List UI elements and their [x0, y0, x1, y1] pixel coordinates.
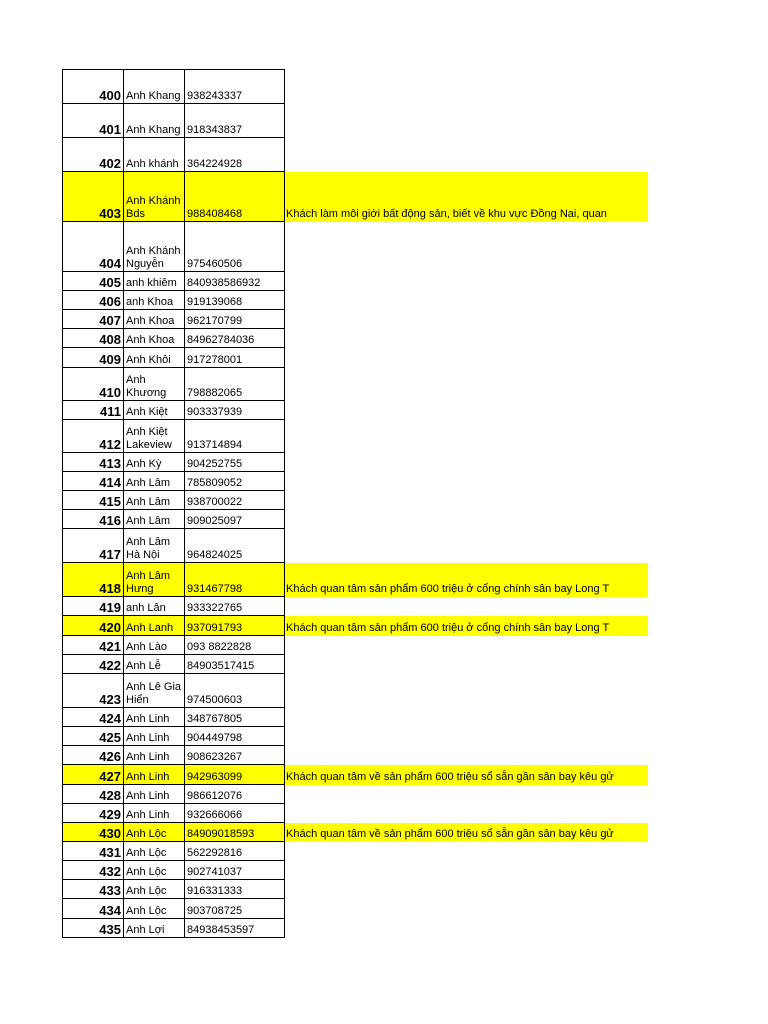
- phone-cell[interactable]: [184, 823, 285, 842]
- name-cell[interactable]: [123, 222, 184, 272]
- contact-name: Anh Linh: [126, 808, 170, 821]
- phone-cell[interactable]: [184, 655, 285, 674]
- phone-number: 931467798: [187, 582, 243, 595]
- name-cell[interactable]: [123, 597, 184, 616]
- phone-number: 932666066: [187, 808, 243, 821]
- name-cell[interactable]: [123, 616, 184, 636]
- phone-number: 348767805: [187, 712, 243, 725]
- table-row: [0, 823, 768, 842]
- phone-cell[interactable]: [184, 919, 285, 938]
- row-number: 433: [99, 883, 121, 898]
- phone-cell[interactable]: [184, 104, 285, 138]
- phone-cell[interactable]: [184, 472, 285, 491]
- table-row: [0, 636, 768, 655]
- phone-number: 798882065: [187, 386, 243, 399]
- contact-name: Anh Khánh Nguyễn: [126, 245, 181, 270]
- phone-cell[interactable]: [184, 563, 285, 597]
- phone-number: 562292816: [187, 846, 243, 859]
- index-cell[interactable]: [62, 636, 123, 655]
- row-number: 420: [99, 620, 121, 635]
- index-cell[interactable]: [62, 597, 123, 616]
- index-cell[interactable]: [62, 310, 123, 329]
- row-number: 407: [99, 313, 121, 328]
- row-number: 406: [99, 294, 121, 309]
- phone-cell[interactable]: [184, 222, 285, 272]
- name-cell[interactable]: [123, 472, 184, 491]
- customer-note: Khách quan tâm sản phẩm 600 triệu ở cổng chính sân bay Long T: [286, 621, 610, 634]
- phone-cell[interactable]: [184, 861, 285, 880]
- table-row: [0, 401, 768, 420]
- table-row: [0, 597, 768, 616]
- table-row: [0, 329, 768, 348]
- index-cell[interactable]: [62, 563, 123, 597]
- table-row: [0, 472, 768, 491]
- row-number: 401: [99, 122, 121, 137]
- table-row: [0, 785, 768, 804]
- table-row: [0, 291, 768, 310]
- table-row: [0, 616, 768, 636]
- contact-name: anh khiêm: [126, 276, 177, 289]
- contact-name: Anh Linh: [126, 789, 170, 802]
- phone-number: 975460506: [187, 257, 243, 270]
- phone-cell[interactable]: [184, 172, 285, 222]
- phone-number: 974500603: [187, 693, 243, 706]
- phone-number: 84909018593: [187, 827, 255, 840]
- phone-cell[interactable]: [184, 510, 285, 529]
- contact-name: Anh Lanh: [126, 621, 174, 634]
- table-row: [0, 172, 768, 222]
- phone-cell[interactable]: [184, 291, 285, 310]
- contact-name: Anh Khang: [126, 89, 181, 102]
- row-number: 424: [99, 711, 121, 726]
- table-row: [0, 104, 768, 138]
- index-cell[interactable]: [62, 727, 123, 746]
- phone-number: 962170799: [187, 314, 243, 327]
- name-cell[interactable]: [123, 746, 184, 765]
- row-number: 402: [99, 156, 121, 171]
- phone-number: 986612076: [187, 789, 243, 802]
- customer-note: Khách quan tâm về sản phẩm 600 triệu sổ sẵn gần sân bay kêu gử: [286, 770, 614, 783]
- phone-cell[interactable]: [184, 899, 285, 919]
- table-row: [0, 919, 768, 938]
- phone-cell[interactable]: [184, 727, 285, 746]
- phone-cell[interactable]: [184, 880, 285, 899]
- name-cell[interactable]: [123, 765, 184, 785]
- row-number: 414: [99, 475, 121, 490]
- name-cell[interactable]: [123, 804, 184, 823]
- phone-number: 84903517415: [187, 659, 255, 672]
- phone-cell[interactable]: [184, 348, 285, 368]
- phone-cell[interactable]: [184, 529, 285, 563]
- row-number: 405: [99, 275, 121, 290]
- contact-name: anh Lân: [126, 601, 166, 614]
- index-cell[interactable]: [62, 861, 123, 880]
- row-number: 409: [99, 352, 121, 367]
- name-cell[interactable]: [123, 70, 184, 104]
- name-cell[interactable]: [123, 708, 184, 727]
- phone-cell[interactable]: [184, 491, 285, 510]
- contact-name: Anh Lào: [126, 640, 167, 653]
- phone-cell[interactable]: [184, 616, 285, 636]
- phone-cell[interactable]: [184, 785, 285, 804]
- table-row: [0, 804, 768, 823]
- row-number: 428: [99, 788, 121, 803]
- name-cell[interactable]: [123, 104, 184, 138]
- index-cell[interactable]: [62, 823, 123, 842]
- row-number: 429: [99, 807, 121, 822]
- name-cell[interactable]: [123, 491, 184, 510]
- contact-name: Anh Khương: [126, 374, 167, 399]
- row-number: 435: [99, 922, 121, 937]
- phone-number: 913714894: [187, 438, 243, 451]
- table-row: [0, 368, 768, 401]
- name-cell[interactable]: [123, 636, 184, 655]
- contact-name: Anh Linh: [126, 750, 170, 763]
- name-cell[interactable]: [123, 172, 184, 222]
- row-number: 425: [99, 730, 121, 745]
- table-row: [0, 491, 768, 510]
- index-cell[interactable]: [62, 420, 123, 453]
- name-cell[interactable]: [123, 563, 184, 597]
- row-number: 410: [99, 385, 121, 400]
- table-row: [0, 420, 768, 453]
- phone-cell[interactable]: [184, 636, 285, 655]
- row-number: 403: [99, 206, 121, 221]
- phone-cell[interactable]: [184, 401, 285, 420]
- note-cell[interactable]: [285, 616, 648, 636]
- phone-number: 908623267: [187, 750, 243, 763]
- table-row: [0, 765, 768, 785]
- table-row: [0, 529, 768, 563]
- contact-name: Anh Lộc: [126, 827, 167, 840]
- row-number: 400: [99, 88, 121, 103]
- row-number: 412: [99, 437, 121, 452]
- contact-name: Anh Lâm: [126, 514, 171, 527]
- phone-number: 933322765: [187, 601, 243, 614]
- contact-name: Anh Linh: [126, 731, 170, 744]
- contact-name: Anh Lộc: [126, 904, 167, 917]
- table-row: [0, 727, 768, 746]
- index-cell[interactable]: [62, 472, 123, 491]
- table-row: [0, 899, 768, 919]
- name-cell[interactable]: [123, 674, 184, 708]
- contact-name: Anh Khoa: [126, 314, 175, 327]
- phone-number: 903708725: [187, 904, 243, 917]
- contact-name: Anh Lễ: [126, 659, 161, 672]
- index-cell[interactable]: [62, 655, 123, 674]
- name-cell[interactable]: [123, 861, 184, 880]
- phone-number: 785809052: [187, 476, 243, 489]
- contact-name: Anh Lâm: [126, 476, 171, 489]
- phone-number: 840938586932: [187, 276, 261, 289]
- table-row: [0, 563, 768, 597]
- note-cell[interactable]: [285, 765, 648, 785]
- phone-cell[interactable]: [184, 70, 285, 104]
- contact-name: Anh Lâm Hưng: [126, 570, 171, 595]
- phone-cell[interactable]: [184, 674, 285, 708]
- contact-name: Anh Kiệt Lakeview: [126, 426, 172, 451]
- table-row: [0, 348, 768, 368]
- table-row: [0, 222, 768, 272]
- note-cell[interactable]: [285, 563, 648, 597]
- index-cell[interactable]: [62, 291, 123, 310]
- name-cell[interactable]: [123, 727, 184, 746]
- table-row: [0, 70, 768, 104]
- phone-number: 938700022: [187, 495, 243, 508]
- phone-number: 904252755: [187, 457, 243, 470]
- name-cell[interactable]: [123, 401, 184, 420]
- table-row: [0, 138, 768, 172]
- note-cell[interactable]: [285, 172, 648, 222]
- index-cell[interactable]: [62, 529, 123, 563]
- index-cell[interactable]: [62, 172, 123, 222]
- index-cell[interactable]: [62, 708, 123, 727]
- index-cell[interactable]: [62, 222, 123, 272]
- row-number: 404: [99, 256, 121, 271]
- phone-cell[interactable]: [184, 708, 285, 727]
- contact-name: Anh Lộc: [126, 865, 167, 878]
- phone-number: 938243337: [187, 89, 243, 102]
- phone-cell[interactable]: [184, 804, 285, 823]
- row-number: 427: [99, 769, 121, 784]
- contact-name: Anh Lộc: [126, 884, 167, 897]
- name-cell[interactable]: [123, 880, 184, 899]
- phone-number: 909025097: [187, 514, 243, 527]
- phone-number: 917278001: [187, 353, 243, 366]
- phone-number: 964824025: [187, 548, 243, 561]
- name-cell[interactable]: [123, 420, 184, 453]
- name-cell[interactable]: [123, 453, 184, 472]
- contact-name: Anh Lê Gia Hiển: [126, 681, 182, 706]
- row-number: 415: [99, 494, 121, 509]
- index-cell[interactable]: [62, 746, 123, 765]
- row-number: 430: [99, 826, 121, 841]
- index-cell[interactable]: [62, 368, 123, 401]
- customer-note: Khách quan tâm sản phẩm 600 triệu ở cổng chính sân bay Long T: [286, 582, 610, 595]
- index-cell[interactable]: [62, 842, 123, 861]
- row-number: 431: [99, 845, 121, 860]
- phone-cell[interactable]: [184, 597, 285, 616]
- index-cell[interactable]: [62, 138, 123, 172]
- index-cell[interactable]: [62, 272, 123, 291]
- table-row: [0, 842, 768, 861]
- name-cell[interactable]: [123, 348, 184, 368]
- row-border: [62, 937, 285, 938]
- row-number: 416: [99, 513, 121, 528]
- phone-number: 904449798: [187, 731, 243, 744]
- contact-name: Anh Khánh Bds: [126, 195, 181, 220]
- row-number: 434: [99, 903, 121, 918]
- name-cell[interactable]: [123, 785, 184, 804]
- phone-number: 919139068: [187, 295, 243, 308]
- row-number: 426: [99, 749, 121, 764]
- table-row: [0, 310, 768, 329]
- index-cell[interactable]: [62, 348, 123, 368]
- phone-cell[interactable]: [184, 138, 285, 172]
- contact-name: Anh Lộc: [126, 846, 167, 859]
- name-cell[interactable]: [123, 272, 184, 291]
- index-cell[interactable]: [62, 919, 123, 938]
- phone-cell[interactable]: [184, 453, 285, 472]
- index-cell[interactable]: [62, 880, 123, 899]
- row-number: 411: [100, 404, 121, 419]
- phone-cell[interactable]: [184, 329, 285, 348]
- index-cell[interactable]: [62, 401, 123, 420]
- index-cell[interactable]: [62, 804, 123, 823]
- contact-name: Anh Lợi: [126, 923, 165, 936]
- row-number: 423: [99, 692, 121, 707]
- index-cell[interactable]: [62, 674, 123, 708]
- name-cell[interactable]: [123, 291, 184, 310]
- name-cell[interactable]: [123, 510, 184, 529]
- contact-name: Anh Lâm Hà Nội: [126, 536, 171, 561]
- name-cell[interactable]: [123, 329, 184, 348]
- index-cell[interactable]: [62, 616, 123, 636]
- name-cell[interactable]: [123, 842, 184, 861]
- name-cell[interactable]: [123, 919, 184, 938]
- phone-cell[interactable]: [184, 420, 285, 453]
- index-cell[interactable]: [62, 70, 123, 104]
- contact-name: Anh Khoa: [126, 333, 175, 346]
- contact-name: Anh Lâm: [126, 495, 171, 508]
- contact-name: Anh Khang: [126, 123, 181, 136]
- phone-cell[interactable]: [184, 765, 285, 785]
- contact-name: Anh Khôi: [126, 353, 171, 366]
- row-number: 421: [99, 639, 121, 654]
- phone-number: 903337939: [187, 405, 243, 418]
- contact-name: Anh khánh: [126, 157, 179, 170]
- phone-number: 988408468: [187, 207, 243, 220]
- table-row: [0, 708, 768, 727]
- index-cell[interactable]: [62, 491, 123, 510]
- table-row: [0, 746, 768, 765]
- index-cell[interactable]: [62, 785, 123, 804]
- phone-number: 364224928: [187, 157, 243, 170]
- table-row: [0, 272, 768, 291]
- phone-number: 918343837: [187, 123, 243, 136]
- phone-cell[interactable]: [184, 368, 285, 401]
- index-cell[interactable]: [62, 899, 123, 919]
- phone-number: 093 8822828: [187, 640, 252, 653]
- row-number: 408: [99, 332, 121, 347]
- customer-note: Khách làm môi giới bất động sản, biết về khu vực Đồng Nai, quan: [286, 207, 607, 220]
- phone-number: 937091793: [187, 621, 243, 634]
- name-cell[interactable]: [123, 138, 184, 172]
- phone-cell[interactable]: [184, 842, 285, 861]
- row-number: 419: [99, 600, 121, 615]
- index-cell[interactable]: [62, 329, 123, 348]
- index-cell[interactable]: [62, 453, 123, 472]
- name-cell[interactable]: [123, 368, 184, 401]
- contact-name: Anh Linh: [126, 712, 170, 725]
- name-cell[interactable]: [123, 823, 184, 842]
- index-cell[interactable]: [62, 765, 123, 785]
- table-row: [0, 453, 768, 472]
- name-cell[interactable]: [123, 310, 184, 329]
- customer-note: Khách quan tâm về sản phẩm 600 triệu sổ sẵn gần sân bay kêu gử: [286, 827, 614, 840]
- row-number: 422: [99, 658, 121, 673]
- name-cell[interactable]: [123, 529, 184, 563]
- contact-name: anh Khoa: [126, 295, 174, 308]
- phone-number: 902741037: [187, 865, 243, 878]
- phone-number: 916331333: [187, 884, 243, 897]
- phone-number: 942963099: [187, 770, 243, 783]
- name-cell[interactable]: [123, 655, 184, 674]
- contact-name: Anh Kiệt: [126, 405, 168, 418]
- contact-name: Anh Kỳ: [126, 457, 162, 470]
- table-row: [0, 674, 768, 708]
- row-number: 418: [99, 581, 121, 596]
- table-row: [0, 861, 768, 880]
- note-cell[interactable]: [285, 823, 648, 842]
- contact-name: Anh Linh: [126, 770, 170, 783]
- phone-number: 84938453597: [187, 923, 255, 936]
- row-number: 432: [99, 864, 121, 879]
- table-row: [0, 880, 768, 899]
- phone-number: 84962784036: [187, 333, 255, 346]
- row-number: 417: [99, 547, 121, 562]
- row-number: 413: [99, 456, 121, 471]
- table-row: [0, 655, 768, 674]
- name-cell[interactable]: [123, 899, 184, 919]
- table-row: [0, 510, 768, 529]
- phone-cell[interactable]: [184, 746, 285, 765]
- phone-cell[interactable]: [184, 272, 285, 291]
- phone-cell[interactable]: [184, 310, 285, 329]
- index-cell[interactable]: [62, 510, 123, 529]
- index-cell[interactable]: [62, 104, 123, 138]
